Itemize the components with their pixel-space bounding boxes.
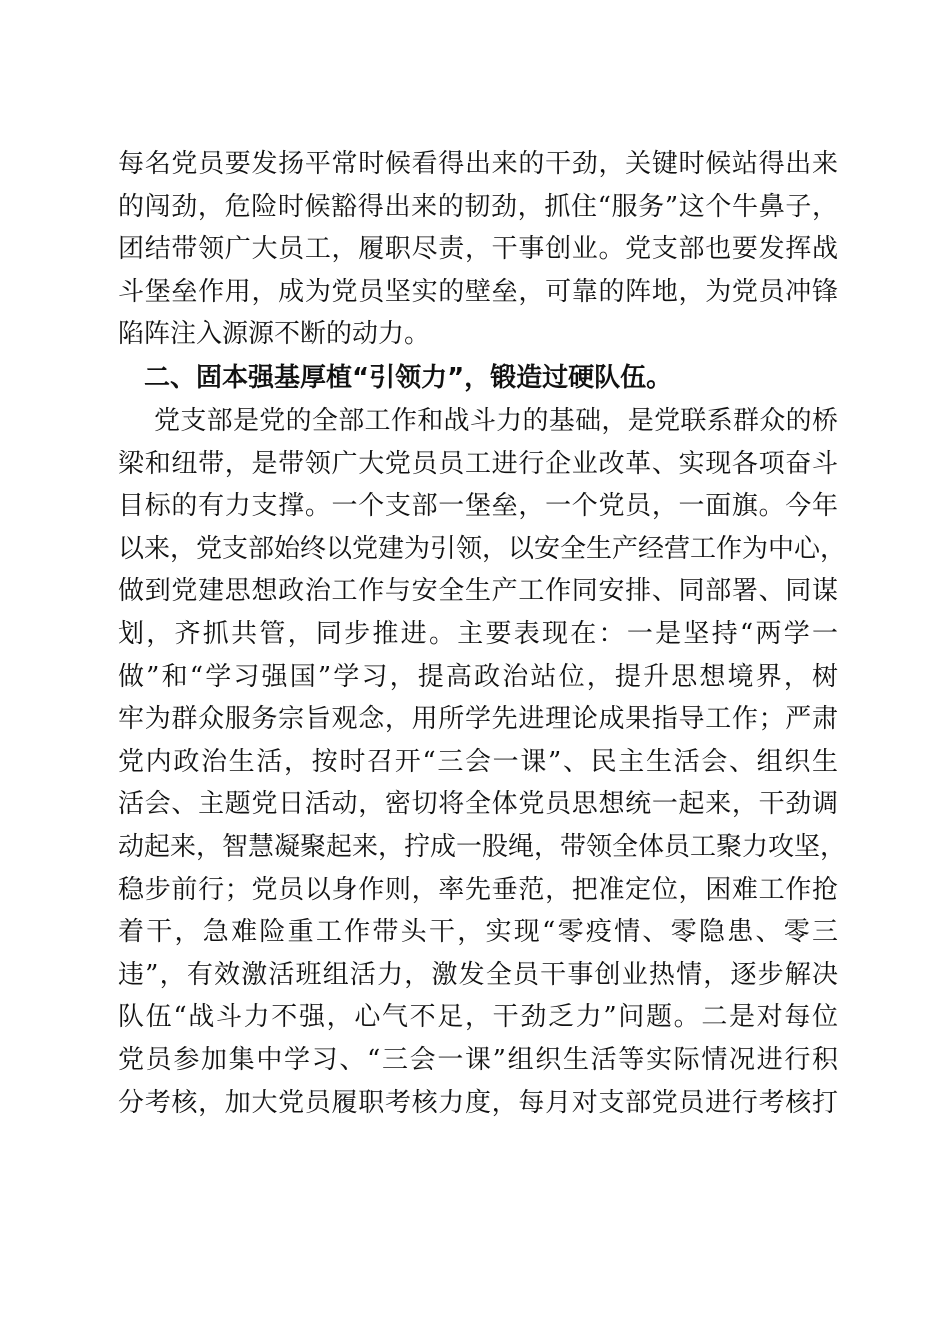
paragraph-1-line-4: 斗堡垒作用，成为党员坚实的壁垒，可靠的阵地，为党员冲锋 xyxy=(118,276,838,307)
section-2-heading-block xyxy=(144,357,838,400)
paragraph-2-line-7: 做”和“学习强国”学习，提高政治站位，提升思想境界，树 xyxy=(118,661,838,692)
paragraph-2-line-2: 梁和纽带，是带领广大党员员工进行企业改革、实现各项奋斗 xyxy=(118,448,838,479)
paragraph-2-line-8: 牢为群众服务宗旨观念，用所学先进理论成果指导工作；严肃 xyxy=(118,704,838,735)
paragraph-1-line-2: 的闯劲，危险时候豁得出来的韧劲，抓住“服务”这个牛鼻子， xyxy=(118,191,838,222)
paragraph-1-line-1: 每名党员要发扬平常时候看得出来的干劲，关键时候站得出来 xyxy=(118,149,838,179)
paragraph-2-line-11: 动起来，智慧凝聚起来，拧成一股绳，带领全体员工聚力攻坚， xyxy=(118,831,847,862)
paragraph-2-line-16: 党员参加集中学习、“三会一课”组织生活等实际情况进行积 xyxy=(118,1044,838,1075)
paragraph-2-line-1: 党支部是党的全部工作和战斗力的基础，是党联系群众的桥 xyxy=(154,406,838,436)
paragraph-2-line-12: 稳步前行；党员以身作则，率先垂范，把准定位，困难工作抢 xyxy=(118,874,838,905)
paragraph-2 xyxy=(118,400,847,1124)
paragraph-1-line-5: 陷阵注入源源不断的动力。 xyxy=(118,319,431,350)
paragraph-2-line-9: 党内政治生活，按时召开“三会一课”、民主生活会、组织生 xyxy=(118,746,838,777)
paragraph-2-line-13: 着干，急难险重工作带头干，实现“零疫情、零隐患、零三 xyxy=(118,917,838,948)
paragraph-2-line-3: 目标的有力支撑。一个支部一堡垒，一个党员，一面旗。今年 xyxy=(118,491,838,522)
paragraph-2-line-17: 分考核，加大党员履职考核力度，每月对支部党员进行考核打 xyxy=(118,1087,838,1118)
paragraph-1 xyxy=(118,143,838,356)
paragraph-2-line-5: 做到党建思想政治工作与安全生产工作同安排、同部署、同谋 xyxy=(118,576,838,607)
paragraph-2-line-4: 以来，党支部始终以党建为引领，以安全生产经营工作为中心， xyxy=(118,533,847,564)
section-2-heading: 二、固本强基厚植“引领力”，锻造过硬队伍。 xyxy=(144,363,673,393)
paragraph-1-line-3: 团结带领广大员工，履职尽责，干事创业。党支部也要发挥战 xyxy=(118,234,838,265)
paragraph-2-line-14: 违”，有效激活班组活力，激发全员干事创业热情，逐步解决 xyxy=(118,959,838,990)
paragraph-2-line-6: 划，齐抓共管，同步推进。主要表现在：一是坚持“两学一 xyxy=(118,618,838,649)
paragraph-2-line-10: 活会、主题党日活动，密切将全体党员思想统一起来，干劲调 xyxy=(118,789,838,820)
paragraph-2-line-15: 队伍“战斗力不强，心气不足，干劲乏力”问题。二是对每位 xyxy=(118,1002,838,1033)
